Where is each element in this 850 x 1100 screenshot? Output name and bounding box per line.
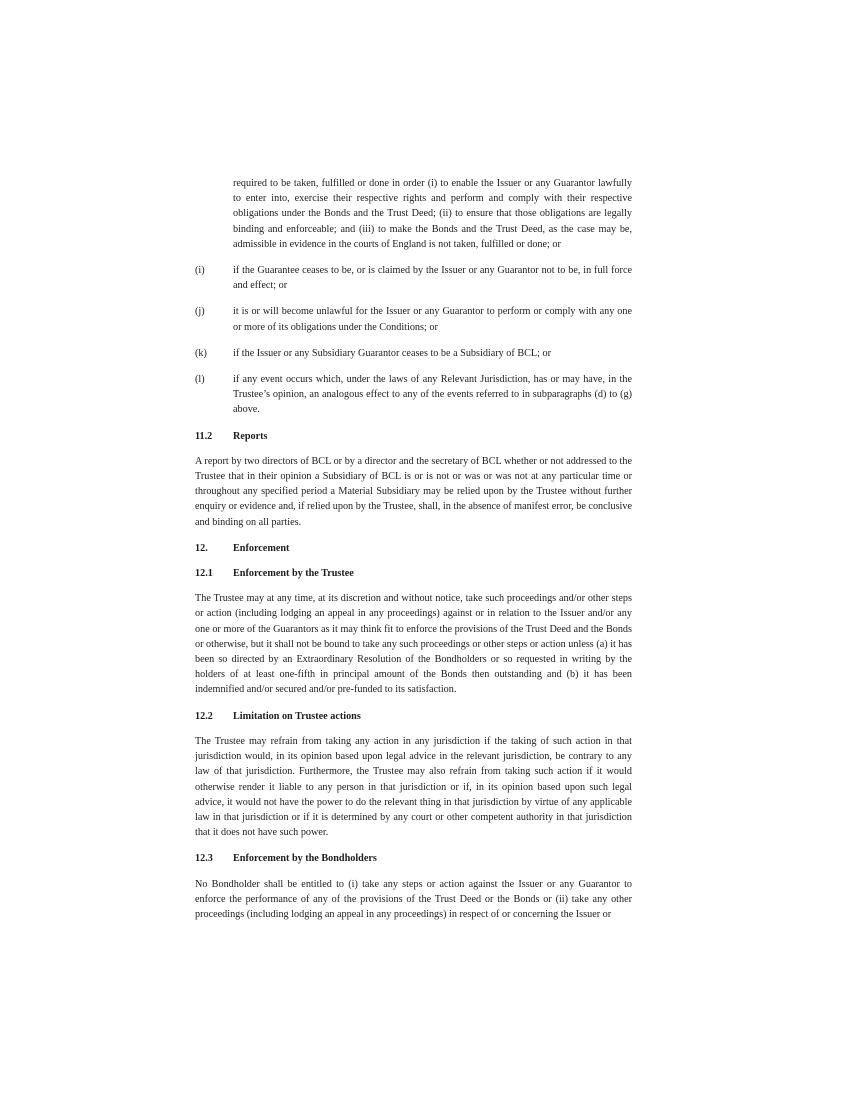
section-number: 11.2 (195, 430, 213, 442)
section-number: 12. (195, 542, 208, 554)
item-text: if the Issuer or any Subsidiary Guarantor ceases to be a Subsidiary of BCL; or (233, 347, 552, 359)
item-text: if any event occurs which, under the laws of any Relevant Jurisdiction, has or may have, in the Trustee’s opinion, an analogous effect to any of the events referred to in subparagraphs (d) to (g) above. (233, 374, 632, 416)
section-text-11-2: A report by two directors of BCL or by a director and the secretary of BCL whether or not addressed to the Trustee that in their opinion a Subsidiary of BCL is or is not or was or was not at any particular time or throughout any specified period a Material Subsidiary may be relied upon by the Trustee without further enquiry or evidence and, if relied upon by the Trustee, shall, in the absence of manifest error, be conclusive and binding on all parties. (195, 455, 632, 528)
list-item-i (195, 263, 632, 293)
section-title: Enforcement (233, 542, 290, 554)
section-heading-12-3 (195, 851, 632, 866)
continuation-paragraph: required to be taken, fulfilled or done in order (i) to enable the Issuer or any Guarantor lawfully to enter into, exercise their respective rights and perform and comply with their respective obligations under the Bonds and the Trust Deed; (ii) to ensure that those obligations are legally binding and enforceable; and (iii) to make the Bonds and the Trust Deed, as the case may be, admissible in evidence in the courts of England is not taken, fulfilled or done; or (233, 178, 632, 250)
section-number: 12.3 (195, 853, 213, 865)
section-number: 12.2 (195, 710, 213, 722)
item-label: (k) (195, 347, 207, 359)
list-item-j (195, 304, 632, 334)
section-heading-12 (195, 541, 632, 556)
section-text-12-2: The Trustee may refrain from taking any action in any jurisdiction if the taking of such action in that jurisdiction would, in its opinion based upon legal advice in the relevant jurisdiction, be contrary to any law of that jurisdiction. Furthermore, the Trustee may also refrain from taking such action if it would otherwise render it liable to any person in that jurisdiction or if, in its opinion based upon such legal advice, it would not have the power to do the relevant thing in that jurisdiction by virtue of any applicable law in that jurisdiction or if it is determined by any court or other competent authority in that jurisdiction that it does not have such power. (195, 735, 632, 839)
section-title: Enforcement by the Trustee (233, 568, 354, 580)
item-label: (j) (195, 306, 205, 318)
section-text-12-3: No Bondholder shall be entitled to (i) take any steps or action against the Issuer or any Guarantor to enforce the performance of any of the provisions of the Trust Deed or the Bonds or (ii) take any other proceedings (including lodging an appeal in any proceedings) in respect of or concerning the Issuer or (195, 878, 632, 920)
section-text-12-1: The Trustee may at any time, at its discretion and without notice, take such proceedings and/or other steps or action (including lodging an appeal in any proceedings) against or in relation to the Issuer and/or any one or more of the Guarantors as it may think fit to enforce the provisions of the Trust Deed and the Bonds or otherwise, but it shall not be bound to take any such proceedings or other steps or action unless (a) it has been so directed by an Extraordinary Resolution of the Bondholders or so requested in writing by the holders of at least one-fifth in principal amount of the Bonds then outstanding and (b) it has been indemnified and/or secured and/or pre-funded to its satisfaction. (195, 593, 632, 696)
section-title: Limitation on Trustee actions (233, 710, 361, 722)
list-item-l (195, 372, 632, 418)
item-label: (l) (195, 374, 205, 386)
page-content (195, 176, 632, 933)
item-label: (i) (195, 265, 205, 277)
section-title: Reports (233, 430, 268, 442)
section-heading-12-1 (195, 566, 632, 581)
section-heading-11-2 (195, 429, 632, 444)
section-number: 12.1 (195, 568, 213, 580)
section-heading-12-2 (195, 709, 632, 724)
item-text: if the Guarantee ceases to be, or is claimed by the Issuer or any Guarantor not to be, in full force and effect; or (233, 265, 632, 292)
section-title: Enforcement by the Bondholders (233, 853, 377, 865)
item-text: it is or will become unlawful for the Issuer or any Guarantor to perform or comply with any one or more of its obligations under the Conditions; or (233, 306, 632, 333)
list-item-k (195, 346, 632, 361)
